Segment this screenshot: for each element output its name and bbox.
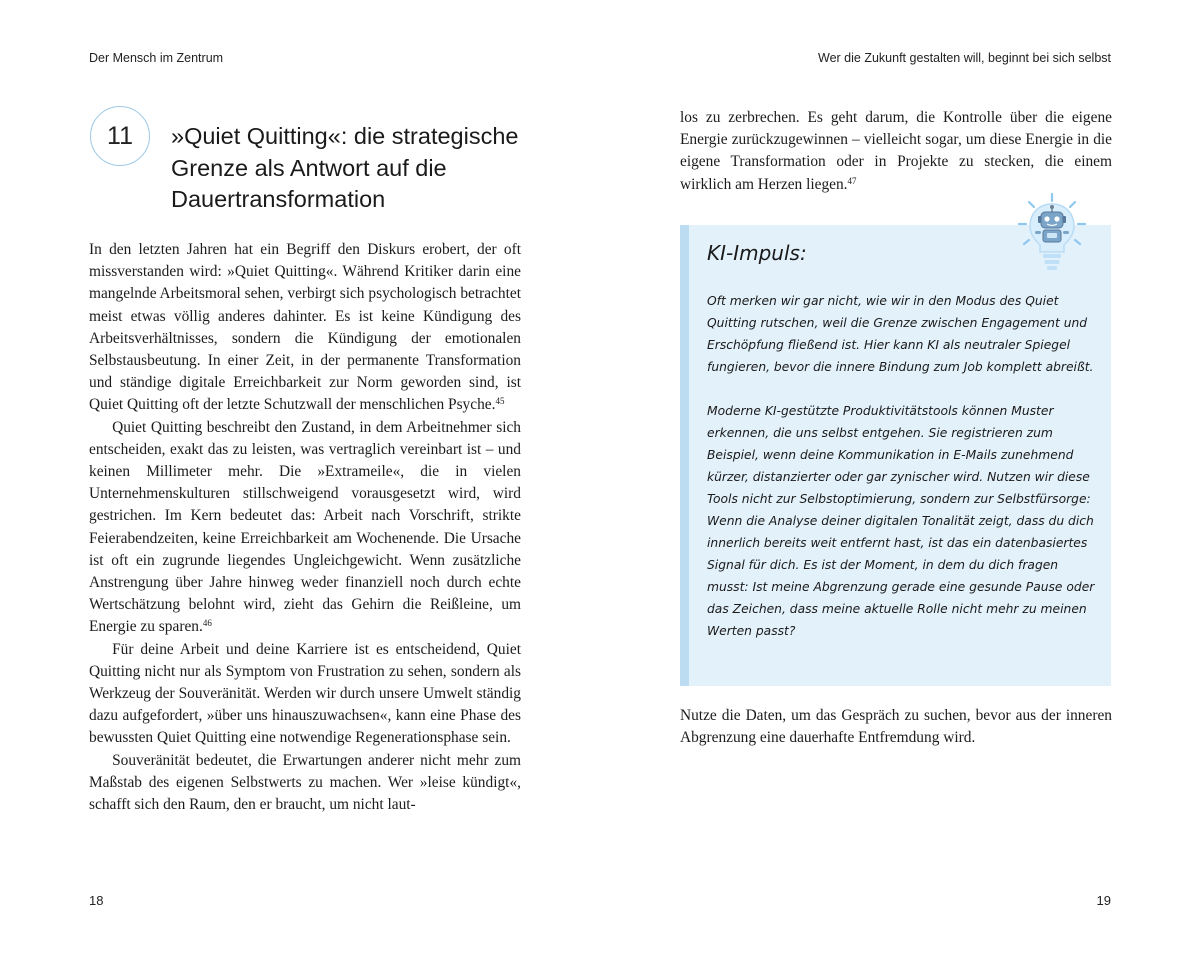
chapter-number-badge [90, 106, 150, 166]
body-paragraph: In den letzten Jahren hat ein Begriff den Diskurs erobert, der oft missverstanden wird: »Quiet Quitting«. Während Kritiker darin eine mangelnde Arbeitsmoral sehen, verbirgt sich psychologisch betrachtet meist etwas völlig anderes dahinter. Es ist keine Kündigung des Arbeitsverhältnisses, sondern die Kündigung der emotionalen Selbstausbeutung. In einer Zeit, in der permanente Transformation und ständige digitale Erreichbarkeit zur Norm geworden sind, ist Quiet Quitting oft der letzte Schutzwall der menschlichen Psyche.$^{45}$ [89, 241, 521, 414]
body-paragraph: Souveränität bedeutet, die Erwartungen anderer nicht mehr zum Maßstab des eigenen Selbstwerts zu machen. Wer »leise kündigt«, schafft sich den Raum, den er braucht, um nicht laut- [89, 751, 521, 814]
footnote-ref: 45 [495, 396, 505, 407]
body-paragraph: los zu zerbrechen. Es geht darum, die Kontrolle über die eigene Energie zurückzugewinnen – vielleicht sogar, um diese Energie in die eigene Transformation oder in Projekte zu stecken, die einem wirklich am Herzen liegen.$^{47}$ [680, 109, 1112, 193]
ki-box-paragraph: Oft merken wir gar nicht, wie wir in den Modus des Quiet Quitting rutschen, weil die Grenze zwischen Engagement und Erschöpfung fließend ist. Hier kann KI als neutraler Spiegel fungieren, bevor die innere Bindung zum Job komplett abreißt. [707, 294, 1094, 374]
page-number-right: 19 [1096, 893, 1111, 908]
ki-impulse-box [680, 225, 1111, 686]
right-page-body [680, 107, 1112, 196]
left-page-body [89, 239, 521, 816]
footnote-ref: 47 [847, 175, 857, 186]
body-paragraph: Für deine Arbeit und deine Karriere ist es entscheidend, Quiet Quitting nicht nur als Symptom von Frustration zu sehen, sondern als Werkzeug der Souveränität. Werden wir durch unsere Umwelt ständig dazu aufgefordert, »über uns hinauszuwachsen«, kann eine Phase des bewussten Quiet Quitting eine notwendige Regenerationsphase sein. [89, 640, 521, 747]
running-head-right: Wer die Zukunft gestalten will, beginnt bei sich selbst [818, 51, 1111, 65]
body-paragraph: Quiet Quitting beschreibt den Zustand, in dem Arbeitnehmer sich entscheiden, exakt das zu leisten, was vertraglich vereinbart ist – und keinen Millimeter mehr. Die »Extrameile«, die in vielen Unternehmenskulturen stillschweigend vorausgesetzt wird, wird gestrichen. Im Kern bedeutet das: Arbeit nach Vorschrift, strikte Feierabendzeiten, keine Erreichbarkeit am Wochenende. Die Ursache ist oft ein zugrunde liegendes Ungleichgewicht. Wenn zusätzliche Anstrengung über Jahre hinweg weder finanziell noch durch echte Wertschätzung belohnt wird, zieht das Gehirn die Reißleine, um Energie zu sparen.$^{46}$ [89, 418, 521, 636]
running-head-left: Der Mensch im Zentrum [89, 51, 224, 65]
footnote-ref: 46 [202, 618, 212, 629]
page-number-left: 18 [89, 893, 104, 908]
chapter-title [171, 121, 531, 216]
robot-lightbulb-icon [1016, 192, 1088, 274]
chapter-title-line: Grenze als Antwort auf die [171, 154, 447, 181]
chapter-number: 11 [107, 121, 133, 150]
chapter-title-line: »Quiet Quitting«: die strategische [171, 123, 519, 149]
body-paragraph: Nutze die Daten, um das Gespräch zu suchen, bevor aus der inneren Abgrenzung eine dauerhafte Entfremdung wird. [680, 707, 1112, 747]
ki-box-paragraph: Moderne KI-gestützte Produktivitätstools können Muster erkennen, die uns selbst entgehen. Sie registrieren zum Beispiel, wenn deine Kommunikation in E-Mails zunehmend kürzer, distanzierter oder gar zynischer wird. Nutzen wir diese Tools nicht zur Selbstoptimierung, sondern zur Selbstfürsorge: Wenn die Analyse deiner digitalen Tonalität zeigt, dass du dich innerlich bereits weit entfernt hast, ist das ein datenbasiertes Signal für dich. Es ist der Moment, in dem du dich fragen musst: Ist meine Abgrenzung gerade eine gesunde Pause oder das Zeichen, dass meine aktuelle Rolle nicht mehr zu meinen Werten passt? [707, 404, 1095, 638]
ki-box-accent-bar [680, 225, 689, 686]
ki-box-heading: KI-Impuls: [707, 241, 807, 265]
chapter-title-line: Dauertransformation [171, 186, 386, 212]
right-page-closing [680, 705, 1112, 749]
ki-box-body [707, 290, 1100, 642]
